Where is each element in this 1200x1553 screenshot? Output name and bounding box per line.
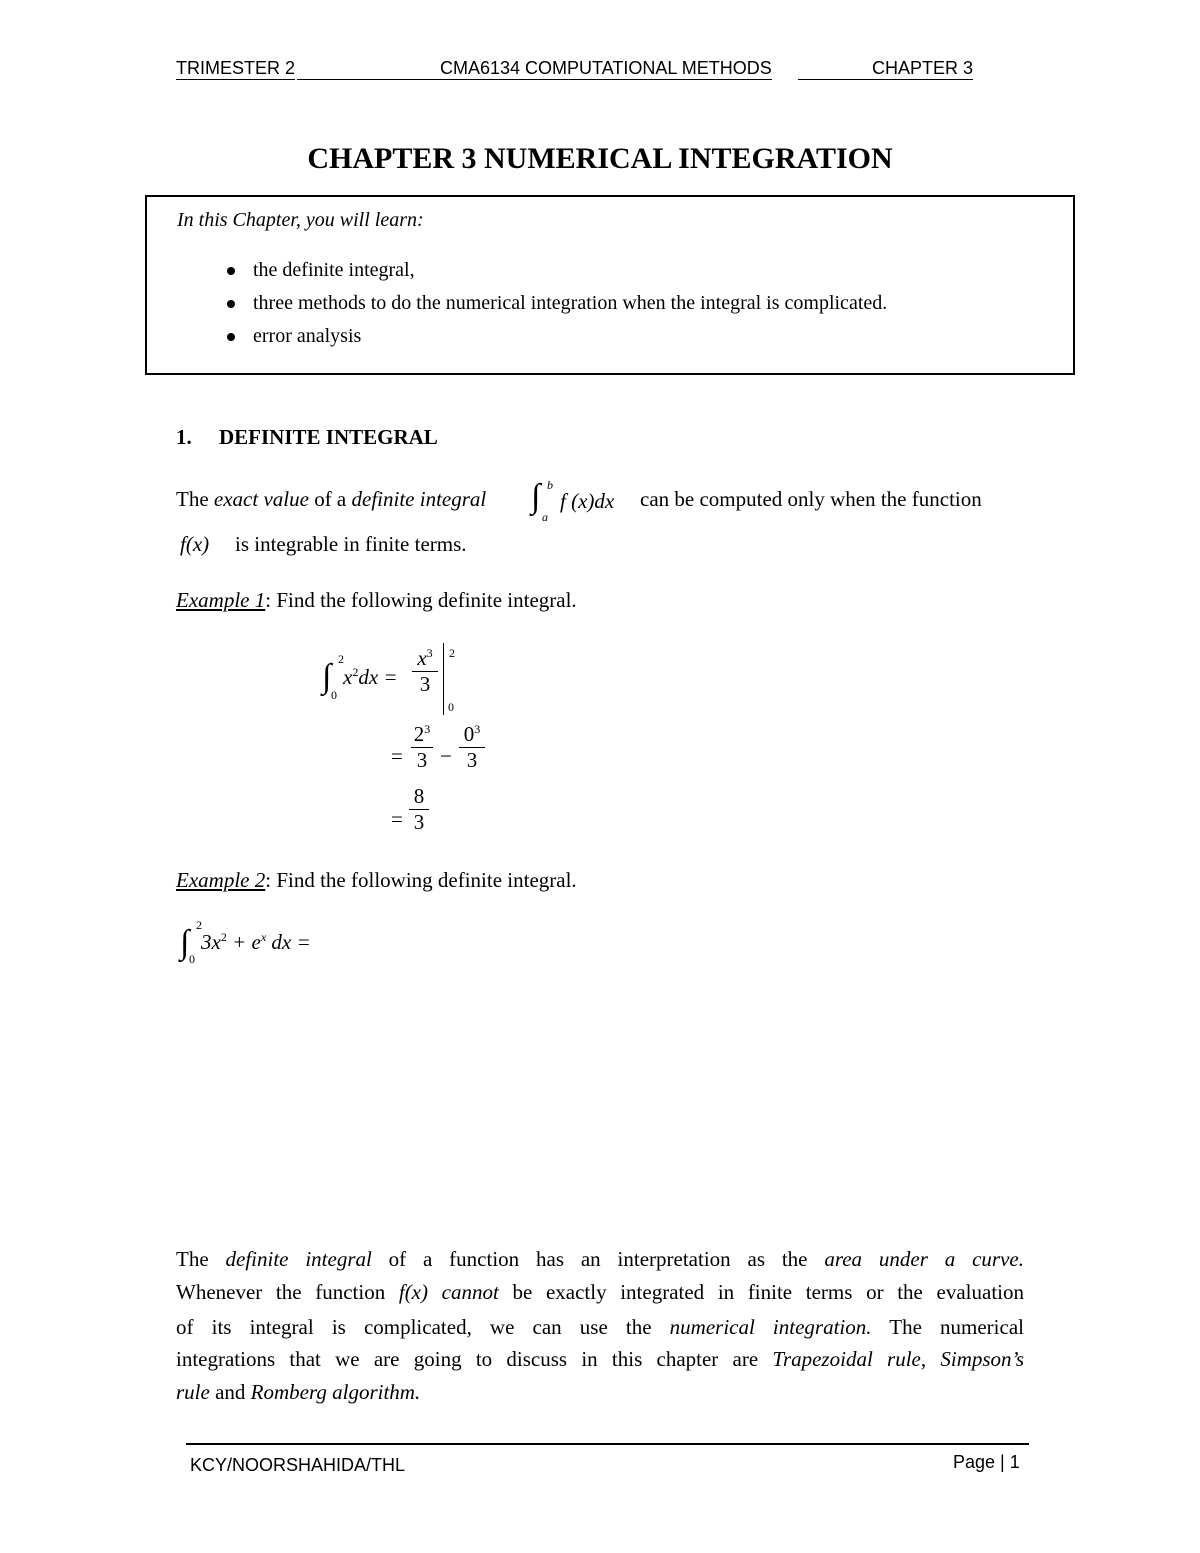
text-run: cannot: [441, 1280, 499, 1304]
evaluation-lower: 0: [448, 700, 454, 714]
para2-line5: [176, 1380, 420, 1405]
example2-text: : Find the following definite integral.: [265, 868, 577, 892]
example2-line: [176, 868, 577, 893]
integral-body: f (x)dx: [560, 489, 615, 513]
learning-box: [145, 195, 1075, 375]
integral-upper-limit: b: [547, 478, 553, 492]
text-run: The numerical: [871, 1315, 1024, 1339]
integral-upper-limit: 2: [196, 918, 202, 932]
footer-left: KCY/NOORSHAHIDA/THL: [190, 1455, 406, 1475]
integral-symbol: ∫: [531, 478, 541, 515]
bullet-item: the definite integral,: [253, 259, 415, 281]
text-run: of a function has an interpretation as the: [371, 1247, 825, 1271]
integrand: [201, 930, 311, 955]
math-run: 0: [463, 722, 475, 746]
math-run: x: [417, 646, 427, 670]
integral-symbol: ∫: [180, 924, 190, 961]
footer-rule: [186, 1443, 1029, 1445]
text-run: ,: [920, 1347, 941, 1371]
text-run: definite integral: [225, 1247, 372, 1271]
fraction: [412, 646, 438, 697]
text-run: and: [209, 1380, 251, 1404]
para2-line2: [176, 1280, 1024, 1305]
integral-upper-limit: 2: [338, 652, 344, 666]
math-run: + e: [226, 930, 261, 954]
text-run: be exactly integrated in finite terms or the evaluation: [498, 1280, 1024, 1304]
math-run: x: [343, 665, 353, 689]
header-spacer-2: [798, 58, 874, 80]
numerator: 8: [413, 784, 425, 808]
denominator: 3: [412, 671, 438, 697]
example1-label: Example 1: [176, 588, 266, 612]
para1-line2: is integrable in finite terms.: [235, 532, 467, 556]
box-intro: In this Chapter, you will learn:: [177, 209, 424, 231]
math-run: 3: [424, 722, 431, 736]
minus-sign: −: [440, 744, 452, 768]
para1-line1-end: can be computed only when the function: [640, 487, 982, 511]
denominator: 3: [411, 747, 433, 773]
text-run: Simpson’s: [940, 1347, 1024, 1371]
section-heading: DEFINITE INTEGRAL: [219, 425, 438, 449]
page-title: CHAPTER 3 NUMERICAL INTEGRATION: [307, 142, 893, 175]
text-run: The: [176, 487, 214, 511]
section-number: 1.: [176, 425, 192, 449]
denominator: 3: [409, 809, 429, 835]
text-run: Romberg algorithm.: [250, 1380, 421, 1404]
header-right: CHAPTER 3: [872, 58, 974, 78]
fraction: [411, 722, 433, 773]
fraction: [459, 722, 485, 773]
bullet-item: three methods to do the numerical integration when the integral is complicated.: [253, 292, 888, 314]
footer-page-number: Page | 1: [953, 1452, 1020, 1472]
math-run: 3: [426, 646, 433, 660]
function-fx: f(x): [180, 532, 210, 556]
text-run: of its integral is complicated, we can use the: [176, 1315, 670, 1339]
example1-text: : Find the following definite integral.: [265, 588, 577, 612]
text-run: definite integral: [351, 487, 487, 511]
text-run: f(x): [398, 1280, 429, 1304]
header-left: TRIMESTER 2: [176, 58, 296, 78]
example1-line: [176, 588, 577, 613]
text-run: Trapezoidal rule: [772, 1347, 921, 1371]
numerator: [459, 722, 485, 747]
text-run: area under a curve.: [824, 1247, 1024, 1271]
math-run: 3x: [201, 930, 221, 954]
para2-line1: [176, 1247, 1024, 1272]
evaluation-upper: 2: [449, 646, 455, 660]
equals-sign: =: [391, 744, 403, 768]
integral-lower-limit: 0: [331, 688, 337, 702]
text-run: exact value: [213, 487, 309, 511]
header-spacer-1: [297, 58, 442, 80]
math-run: dx =: [358, 665, 398, 689]
denominator: 3: [459, 747, 485, 773]
text-run: integrations that we are going to discuss in this chapter are: [176, 1347, 773, 1371]
text-run: [428, 1280, 442, 1304]
math-run: 2: [352, 665, 359, 679]
math-run: 2: [413, 722, 425, 746]
text-run: Whenever the function: [176, 1280, 399, 1304]
para1-line1: [176, 487, 486, 512]
integral-lower-limit: a: [542, 510, 548, 524]
text-run: numerical integration.: [669, 1315, 872, 1339]
fraction: [409, 784, 429, 835]
example2-label: Example 2: [176, 868, 266, 892]
math-run: dx =: [271, 930, 311, 954]
numerator: [411, 722, 433, 747]
integral-symbol: ∫: [322, 658, 332, 695]
math-run: 3: [474, 722, 481, 736]
para2-line4: [176, 1347, 1024, 1372]
integrand: [343, 665, 398, 690]
para2-line3: [176, 1315, 1024, 1340]
header-center: CMA6134 COMPUTATIONAL METHODS: [440, 58, 772, 78]
evaluation-bar: [443, 643, 444, 715]
math-run: 2: [220, 930, 227, 944]
text-run: The: [176, 1247, 226, 1271]
text-run: rule: [176, 1380, 210, 1404]
math-run: x: [260, 930, 267, 944]
equals-sign: =: [391, 807, 403, 831]
text-run: of a: [308, 487, 352, 511]
integral-lower-limit: 0: [189, 952, 195, 966]
numerator: [412, 646, 438, 671]
bullet-item: error analysis: [253, 325, 362, 347]
